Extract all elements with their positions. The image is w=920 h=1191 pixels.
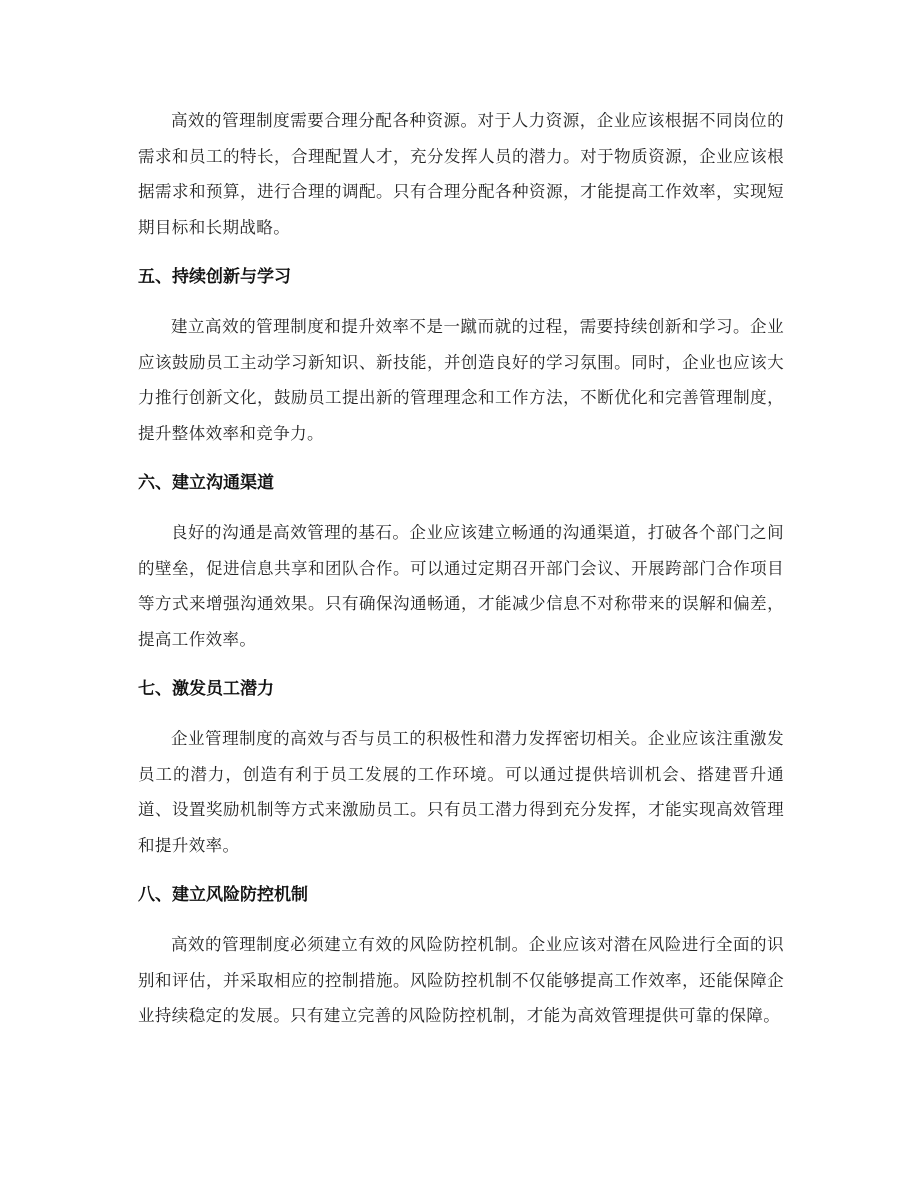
spacer	[138, 701, 784, 721]
section-paragraph-7: 企业管理制度的高效与否与员工的积极性和潜力发挥密切相关。企业应该注重激发员工的潜力，创造有利于员工发展的工作环境。可以通过提供培训机会、搭建晋升通道、设置奖励机制等方式来激励员工。只有员工潜力得到充分发挥，才能实现高效管理和提升效率。	[138, 729, 784, 855]
spacer	[138, 657, 784, 677]
intro-paragraph: 高效的管理制度需要合理分配各种资源。对于人力资源，企业应该根据不同岗位的需求和员工的特长，合理配置人才，充分发挥人员的潜力。对于物质资源，企业应该根据需求和预算，进行合理的调配。只有合理分配各种资源，才能提高工作效率，实现短期目标和长期战略。	[138, 111, 784, 237]
spacer	[138, 907, 784, 927]
spacer	[138, 451, 784, 471]
spacer	[138, 289, 784, 309]
spacer	[138, 245, 784, 265]
section-heading-8: 八、建立风险防控机制	[138, 885, 308, 905]
section-heading-7: 七、激发员工潜力	[138, 679, 274, 699]
section-heading-5: 五、持续创新与学习	[138, 267, 291, 287]
section-heading-6: 六、建立沟通渠道	[138, 473, 274, 493]
document-page	[138, 103, 784, 1034]
section-paragraph-6: 良好的沟通是高效管理的基石。企业应该建立畅通的沟通渠道，打破各个部门之间的壁垒，促进信息共享和团队合作。可以通过定期召开部门会议、开展跨部门合作项目等方式来增强沟通效果。只有确保沟通畅通，才能减少信息不对称带来的误解和偏差，提高工作效率。	[138, 523, 784, 649]
section-paragraph-8: 高效的管理制度必须建立有效的风险防控机制。企业应该对潜在风险进行全面的识别和评估，并采取相应的控制措施。风险防控机制不仅能够提高工作效率，还能保障企业持续稳定的发展。只有建立完善的风险防控机制，才能为高效管理提供可靠的保障。	[138, 935, 784, 1025]
spacer	[138, 495, 784, 515]
section-paragraph-5: 建立高效的管理制度和提升效率不是一蹴而就的过程，需要持续创新和学习。企业应该鼓励员工主动学习新知识、新技能，并创造良好的学习氛围。同时，企业也应该大力推行创新文化，鼓励员工提出新的管理理念和工作方法，不断优化和完善管理制度，提升整体效率和竞争力。	[138, 317, 784, 443]
spacer	[138, 863, 784, 883]
